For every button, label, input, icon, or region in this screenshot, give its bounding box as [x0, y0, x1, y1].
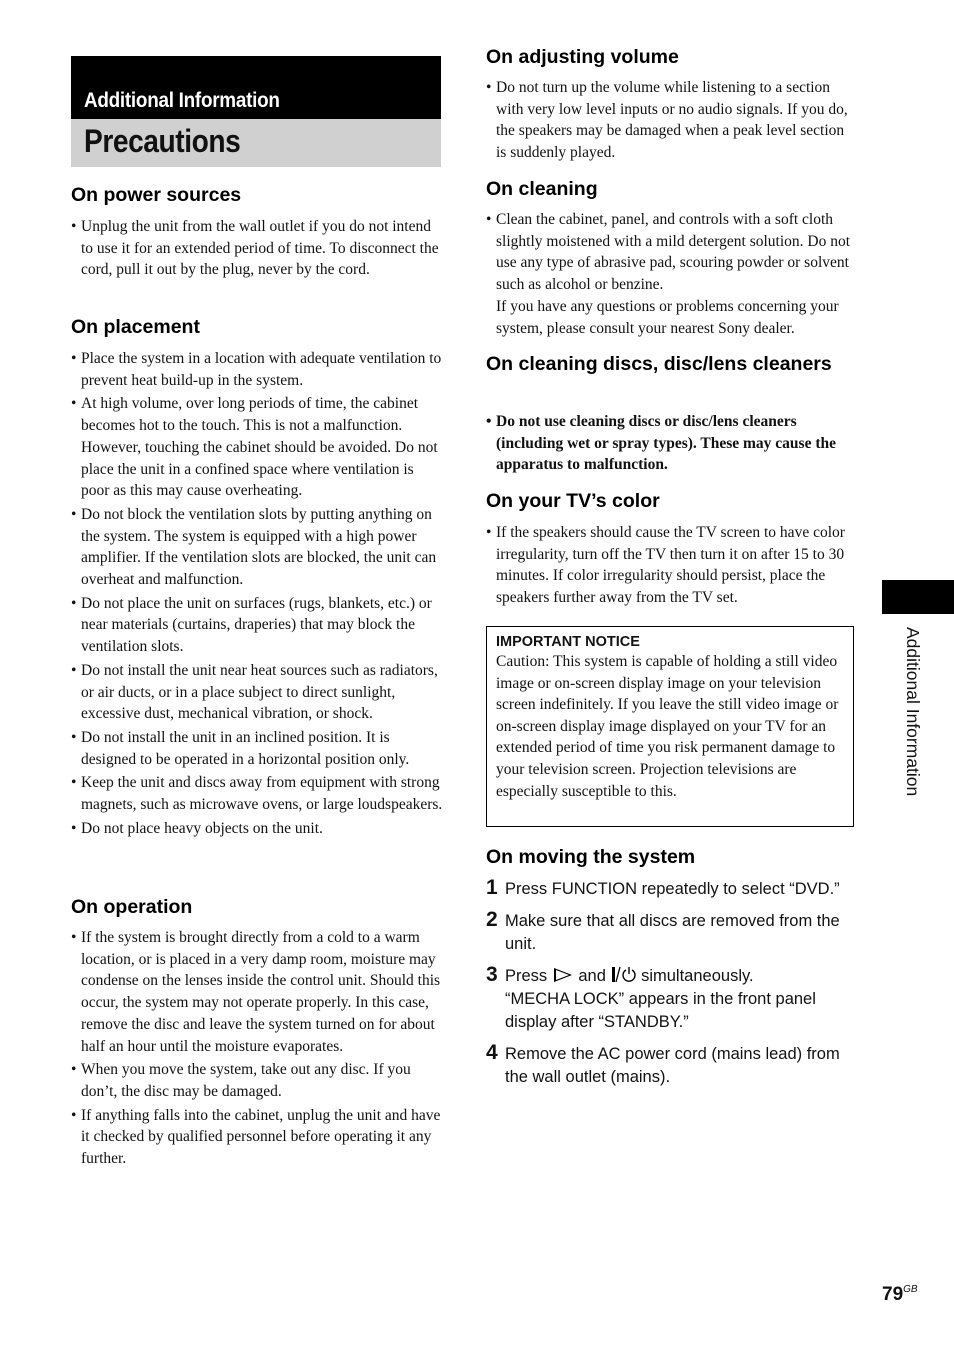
step-text: Make sure that all discs are removed from the unit.	[505, 912, 840, 953]
step-2	[486, 910, 856, 956]
section-title: Additional Information	[84, 89, 280, 112]
step-number: 1	[486, 876, 498, 899]
list-item: • Unplug the unit from the wall outlet if you do not intend to use it for an extended period of time. To disconnect the cord, pull it out by the plug, never by the cord.	[71, 216, 441, 281]
list-cleaning	[486, 209, 858, 341]
list-item: • Do not use cleaning discs or disc/lens cleaners (including wet or spray types). These may cause the apparatus to malfunction.	[486, 411, 856, 476]
step-1	[486, 878, 856, 901]
list-item: • Do not place heavy objects on the unit.	[71, 818, 443, 840]
list-volume	[486, 77, 856, 166]
heading-placement: On placement	[71, 316, 200, 338]
list-item: • Do not block the ventilation slots by putting anything on the system. The system is equipped with a high power amplifier. If the ventilation slots are blocked, the unit can overheat and malfunction.	[71, 504, 443, 591]
heading-tv-color: On your TV’s color	[486, 490, 660, 512]
list-item: • Do not turn up the volume while listening to a section with very low level inputs or no audio signals. If you do, the speakers may be damaged when a peak level section is suddenly played.	[486, 77, 856, 164]
step-text: Press FUNCTION repeatedly to select “DVD.”	[505, 880, 840, 898]
list-placement	[71, 348, 443, 841]
list-operation	[71, 927, 441, 1172]
step-3-post: simultaneously.	[641, 967, 754, 985]
section-tab-marker	[882, 580, 954, 614]
list-item: • Place the system in a location with adequate ventilation to prevent heat build-up in the system.	[71, 348, 443, 391]
page-number-suffix: GB	[903, 1284, 918, 1295]
page-title: Precautions	[84, 123, 241, 159]
step-3-mid: and	[578, 967, 606, 985]
side-label-text: Additional Information	[903, 627, 923, 797]
heading-volume: On adjusting volume	[486, 46, 679, 68]
step-number: 2	[486, 908, 498, 931]
section-banner	[71, 56, 441, 119]
side-section-label	[903, 627, 927, 847]
list-item: • Keep the unit and discs away from equipment with strong magnets, such as microwave ovens, or large loudspeakers.	[71, 772, 443, 815]
cleaning-extra: If you have any questions or problems concerning your system, please consult your nearest Sony dealer.	[496, 297, 839, 337]
step-text	[505, 965, 856, 1034]
notice-body: Caution: This system is capable of holding a still video image or on-screen display image on your television screen indefinitely. If you leave the still video image or on-screen display image displayed on your TV for an extended period of time you risk permanent damage to your television screen. Projection televisions are especially susceptible to this.	[496, 653, 839, 800]
title-banner	[71, 119, 441, 167]
heading-cleaning-discs: On cleaning discs, disc/lens cleaners	[486, 353, 832, 375]
list-cleaning-discs	[486, 411, 856, 478]
list-item: • Do not install the unit in an inclined position. It is designed to be operated in a horizontal position only.	[71, 727, 443, 770]
heading-power-sources: On power sources	[71, 184, 242, 206]
list-power-sources	[71, 216, 441, 283]
heading-cleaning: On cleaning	[486, 178, 598, 200]
step-number: 3	[486, 963, 498, 986]
list-item: • When you move the system, take out any disc. If you don’t, the disc may be damaged.	[71, 1059, 441, 1102]
important-notice-box	[486, 626, 854, 827]
play-icon	[554, 968, 572, 982]
list-item	[486, 209, 858, 339]
list-item: • Do not place the unit on surfaces (rugs, blankets, etc.) or near materials (curtains, draperies) that may block the ventilation slots.	[71, 593, 443, 658]
list-tv-color	[486, 522, 856, 611]
step-3	[486, 965, 856, 1034]
page-number	[882, 1284, 918, 1306]
step-text: Remove the AC power cord (mains lead) from the wall outlet (mains).	[505, 1045, 840, 1086]
power-icon	[611, 966, 637, 983]
step-3-continuation: “MECHA LOCK” appears in the front panel display after “STANDBY.”	[505, 990, 816, 1031]
moving-steps	[486, 878, 856, 1098]
heading-moving: On moving the system	[486, 846, 696, 868]
list-item: • If the speakers should cause the TV screen to have color irregularity, turn off the TV then turn it on after 15 to 30 minutes. If color irregularity should persist, place the speakers further away from the TV set.	[486, 522, 856, 609]
step-3-pre: Press	[505, 967, 548, 985]
page-number-value: 79	[882, 1284, 904, 1305]
notice-title: IMPORTANT NOTICE	[496, 634, 640, 650]
cleaning-text: Clean the cabinet, panel, and controls with a soft cloth slightly moistened with a mild detergent solution. Do not use any type of abrasive pad, scouring powder or solvent such as alcohol or benzine.	[496, 211, 851, 294]
list-item: • If the system is brought directly from a cold to a warm location, or is placed in a very damp room, moisture may condense on the lenses inside the control unit. Should this occur, the system may not operate properly. In this case, remove the disc and leave the system turned on for about half an hour until the moisture evaporates.	[71, 927, 441, 1057]
step-4	[486, 1043, 856, 1089]
list-item: • Do not install the unit near heat sources such as radiators, or air ducts, or in a place subject to direct sunlight, excessive dust, mechanical vibration, or shock.	[71, 660, 443, 725]
step-number: 4	[486, 1041, 498, 1064]
list-item: • At high volume, over long periods of time, the cabinet becomes hot to the touch. This is not a malfunction. However, touching the cabinet should be avoided. Do not place the unit in a confined space where ventilation is poor as this may cause overheating.	[71, 393, 443, 502]
heading-operation: On operation	[71, 896, 193, 918]
list-item: • If anything falls into the cabinet, unplug the unit and have it checked by qualified personnel before operating it any further.	[71, 1105, 441, 1170]
